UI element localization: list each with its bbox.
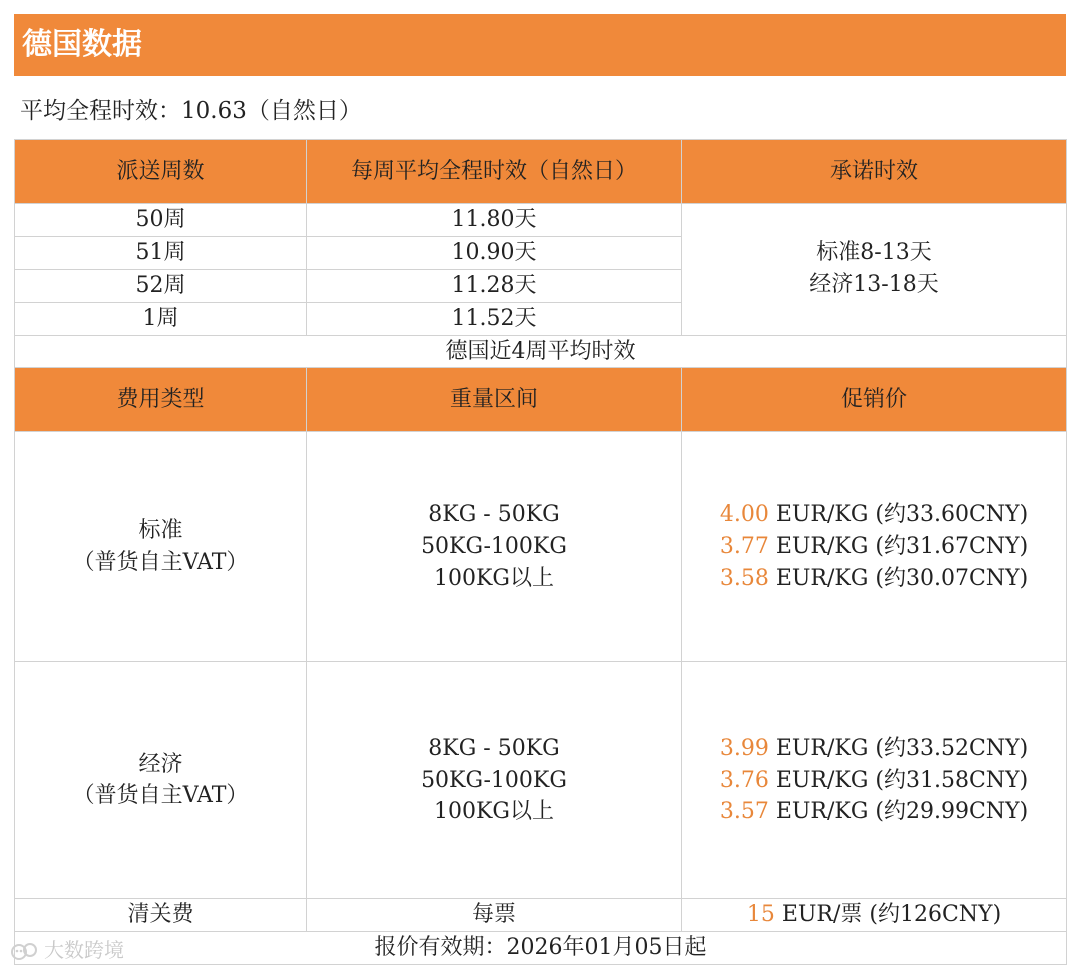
fee-type-sub: （普货自主VAT）: [72, 783, 249, 809]
clearance-label: 清关费: [15, 899, 307, 932]
price-unit: EUR/KG (约29.99CNY): [768, 799, 1029, 825]
price-unit: EUR/KG (约33.60CNY): [768, 502, 1029, 528]
promised-time-cell: [682, 204, 1067, 336]
week-cell: 51周: [15, 236, 307, 269]
table-row: [15, 204, 1067, 237]
price-unit: EUR/KG (约31.58CNY): [768, 767, 1029, 793]
promise-standard: 标准8-13天: [816, 240, 932, 266]
price-line: [682, 499, 1066, 531]
price-value: 3.77: [719, 534, 769, 559]
weekly-footer-row: [15, 335, 1067, 368]
header-delivery-week: 派送周数: [15, 140, 307, 204]
price-unit: EUR/KG (约30.07CNY): [768, 565, 1029, 591]
week-cell: 52周: [15, 269, 307, 302]
header-fee-type: 费用类型: [15, 368, 307, 432]
pricing-row-standard: [15, 432, 1067, 662]
weight-range: 100KG以上: [433, 799, 554, 825]
fee-type-label: 经济: [138, 751, 183, 777]
price-line: [682, 796, 1066, 828]
pricing-header-row: [15, 368, 1067, 432]
fee-type-cell: [15, 432, 307, 662]
validity-text: 报价有效期：2026年01月05日起: [15, 932, 1067, 965]
price-value: 3.76: [719, 767, 769, 793]
weight-range: 100KG以上: [433, 565, 554, 591]
average-time-summary: 平均全程时效：10.63（自然日）: [20, 98, 362, 124]
weight-range-cell: [307, 662, 682, 899]
weekly-footer: 德国近4周平均时效: [15, 335, 1067, 368]
price-cell: [682, 432, 1067, 662]
price-unit: EUR/KG (约33.52CNY): [768, 735, 1029, 761]
weekly-header-row: [15, 140, 1067, 204]
price-line: [682, 531, 1066, 563]
weight-range-cell: [307, 432, 682, 662]
clearance-price-unit: EUR/票 (约126CNY): [774, 902, 1002, 928]
price-value: 4.00: [719, 502, 769, 528]
price-line: [682, 563, 1066, 595]
price-value: 3.99: [719, 735, 769, 761]
fee-type-cell: [15, 662, 307, 899]
watermark: [10, 934, 124, 963]
watermark-logo-icon: [10, 941, 40, 963]
time-cell: 11.52天: [307, 302, 682, 335]
weight-range: 8KG - 50KG: [428, 502, 560, 528]
clearance-row: [15, 899, 1067, 932]
price-line: [682, 733, 1066, 765]
clearance-value: 15: [746, 902, 775, 928]
weight-range: 50KG-100KG: [421, 767, 567, 793]
germany-data-table: [14, 139, 1067, 965]
pricing-row-economy: [15, 662, 1067, 899]
clearance-unit: 每票: [307, 899, 682, 932]
time-cell: 10.90天: [307, 236, 682, 269]
week-cell: 50周: [15, 204, 307, 237]
watermark-text: 大数跨境: [44, 938, 124, 962]
weight-range: 8KG - 50KG: [428, 735, 560, 761]
price-value: 3.58: [719, 565, 769, 591]
validity-row: [15, 932, 1067, 965]
week-cell: 1周: [15, 302, 307, 335]
fee-type-label: 标准: [138, 518, 183, 544]
page-title: 德国数据: [14, 14, 1066, 76]
clearance-price: [682, 899, 1067, 932]
price-value: 3.57: [719, 799, 769, 825]
header-weekly-avg-time: 每周平均全程时效（自然日）: [307, 140, 682, 204]
header-promo-price: 促销价: [682, 368, 1067, 432]
weight-range: 50KG-100KG: [421, 534, 567, 559]
header-weight-range: 重量区间: [307, 368, 682, 432]
price-line: [682, 765, 1066, 797]
promise-economy: 经济13-18天: [809, 272, 939, 298]
time-cell: 11.80天: [307, 204, 682, 237]
header-promised-time: 承诺时效: [682, 140, 1067, 204]
price-unit: EUR/KG (约31.67CNY): [768, 534, 1029, 559]
fee-type-sub: （普货自主VAT）: [72, 549, 249, 575]
time-cell: 11.28天: [307, 269, 682, 302]
price-cell: [682, 662, 1067, 899]
